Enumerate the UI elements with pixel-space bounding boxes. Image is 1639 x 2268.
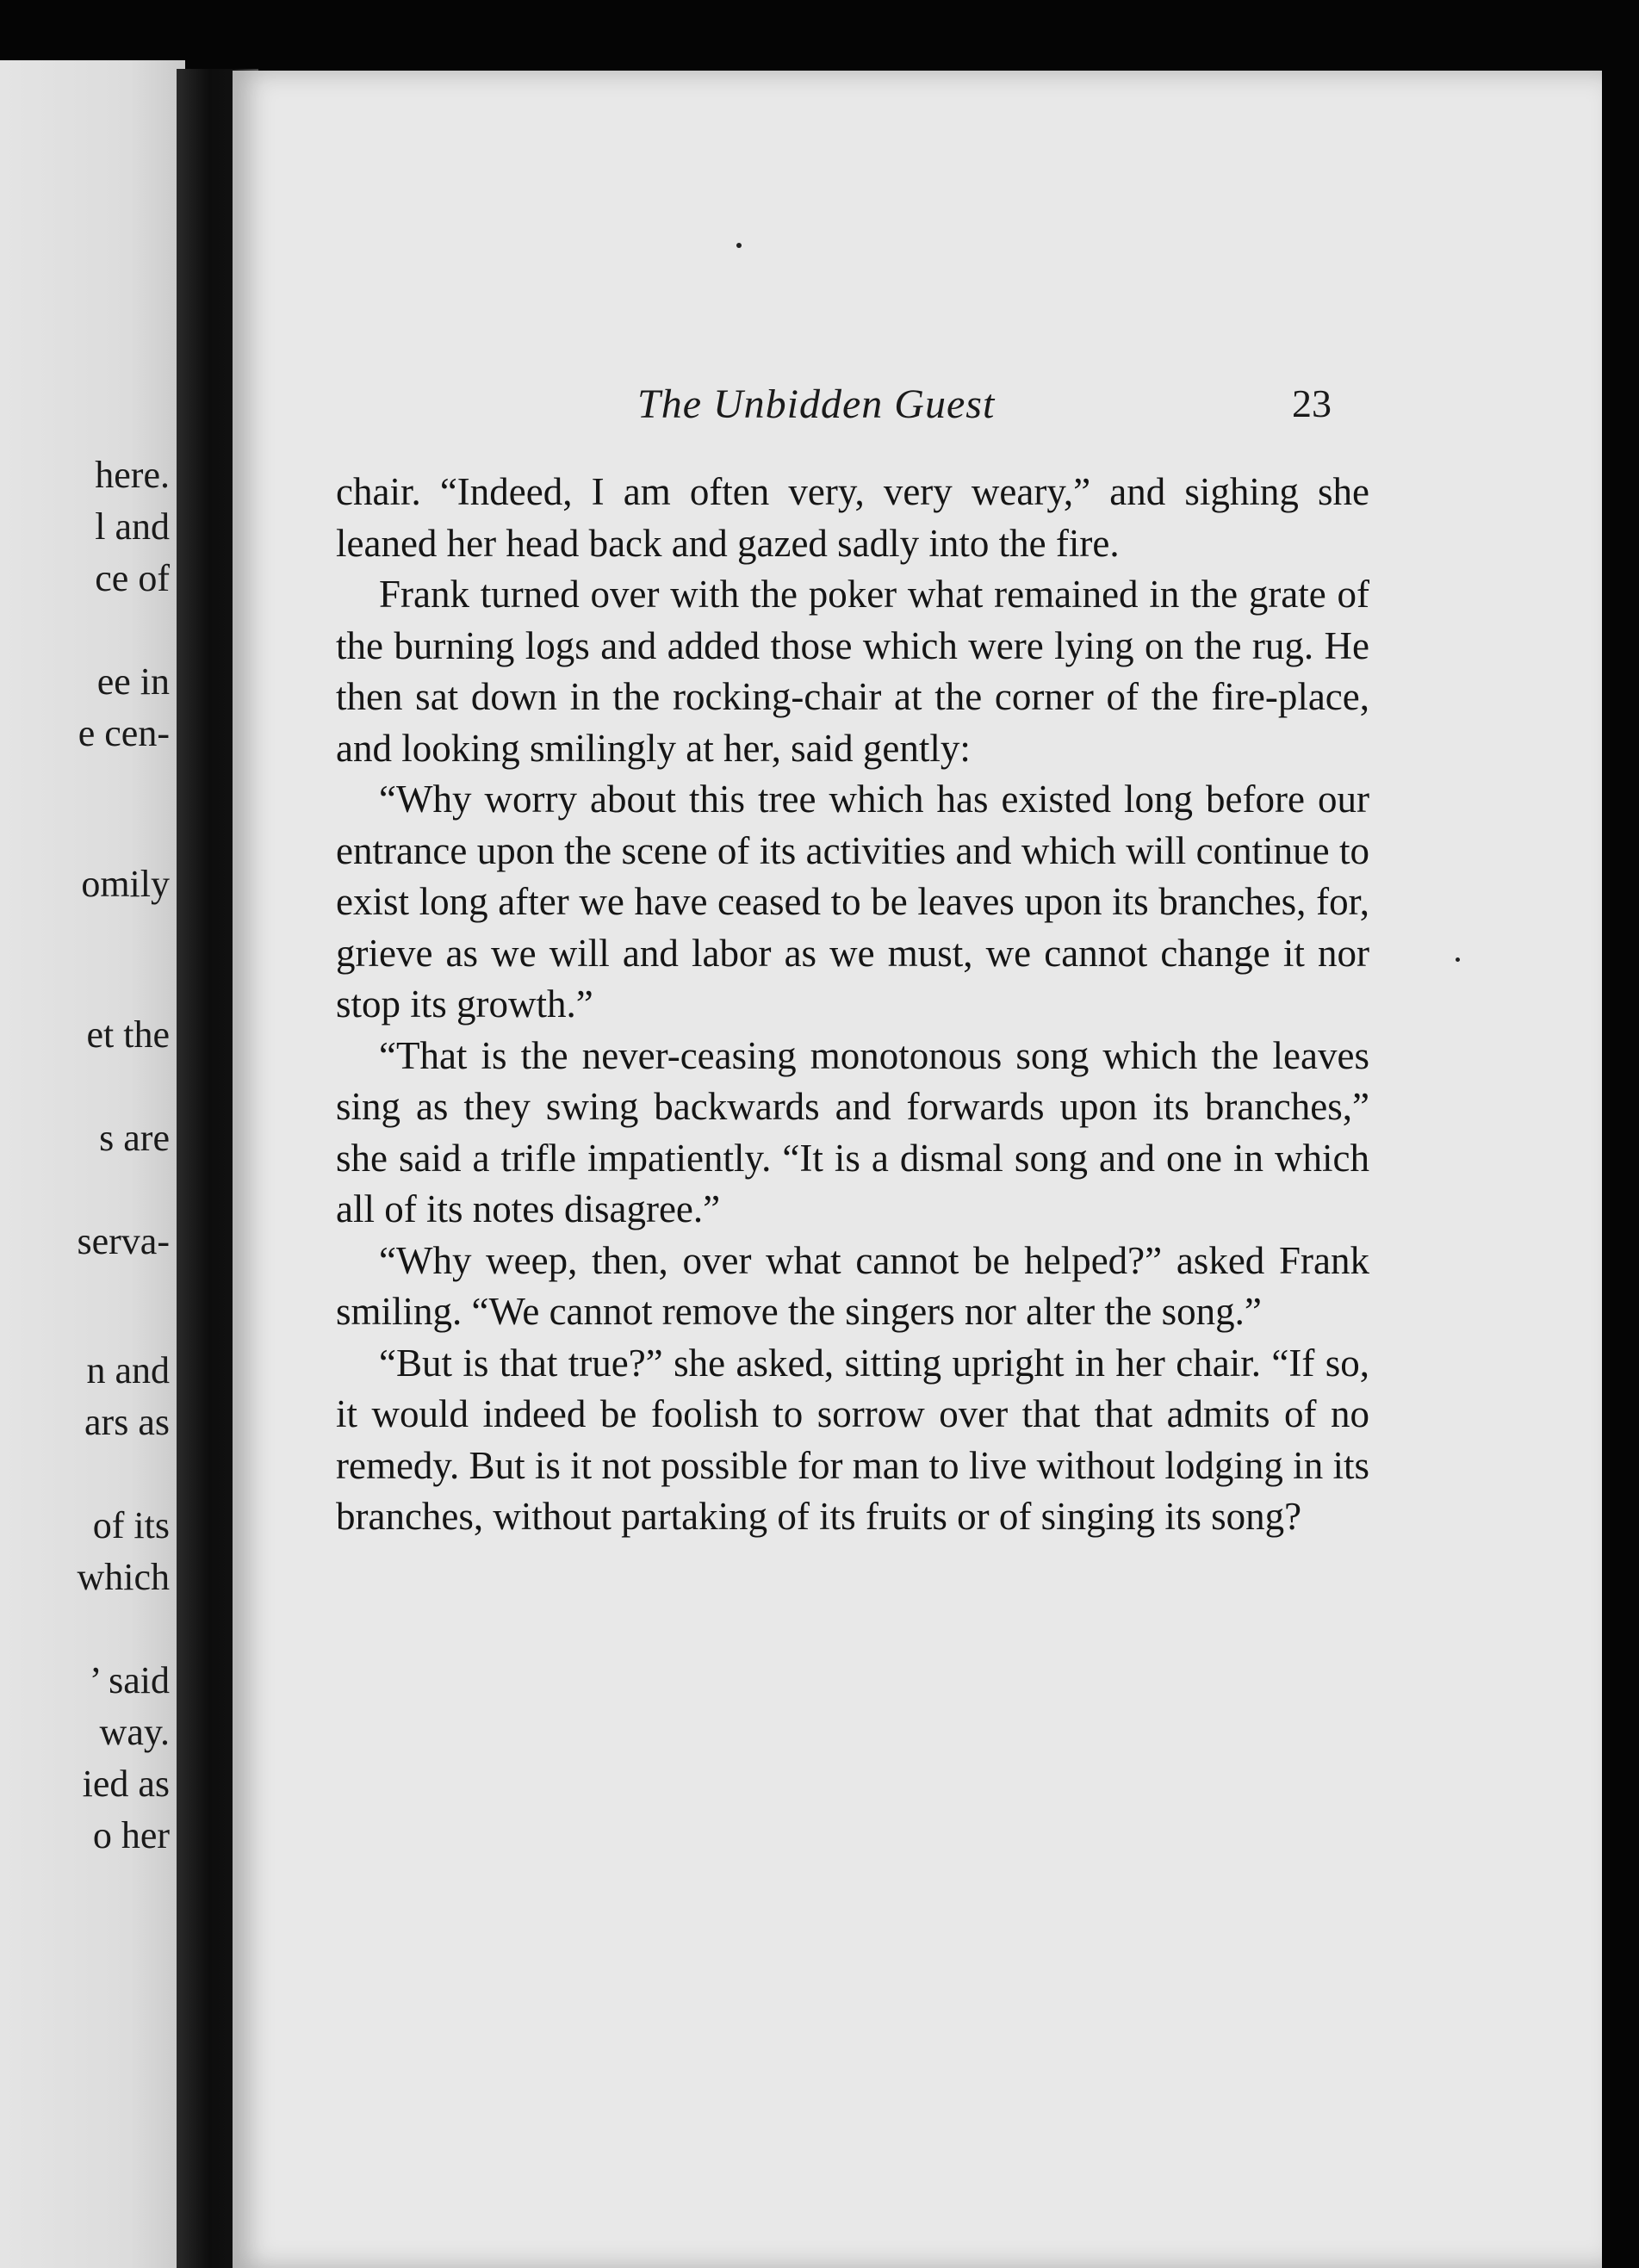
left-page-line: which [77,1556,170,1598]
ink-speck [1456,957,1460,962]
paragraph: “That is the never-ceasing monotonous song which the leaves sing as they swing backwards and forwards upon its branches,” she said a trifle impatiently. “It is a dismal song and one in which all of its notes disagree.” [336,1033,1369,1230]
paragraph: “Why worry about this tree which has existed long before our entrance upon the scene of its activities and which will continue to exist long after we have ceased to be leaves upon its branches, for, grieve as we will and labor as we must, we cannot change it nor stop its growth.” [336,778,1369,1026]
running-title: The Unbidden Guest [637,381,996,427]
left-page-line: et the [86,1013,170,1056]
left-page-line: of its [92,1504,170,1546]
left-page-line: way. [99,1711,170,1753]
left-page-line: s are [99,1117,170,1159]
page-number: 23 [1292,381,1332,425]
ink-speck [736,243,742,248]
left-page-line: here. [95,454,170,496]
left-page-line: n and [86,1349,170,1391]
paragraph: “Why weep, then, over what cannot be helped?” asked Frank smiling. “We cannot remove the singers nor alter the song.” [336,1238,1369,1333]
left-page-line: l and [95,505,170,548]
left-page-line: ars as [84,1401,170,1443]
left-page-line: serva- [77,1220,170,1262]
page-body [336,467,1369,1543]
paragraph: “But is that true?” she asked, sitting upright in her chair. “If so, it would indeed be foolish to sorrow over that that admits of no remedy. But is it not possible for man to live without lodging in its branches, without partaking of its fruits or of singing its song? [336,1341,1369,1538]
left-page-line: ied as [82,1763,170,1805]
paragraph: chair. “Indeed, I am often very, very weary,” and sighing she leaned her head back and gazed sadly into the fire. [336,470,1369,565]
left-page-line: ’ said [89,1659,170,1701]
paragraph: Frank turned over with the poker what remained in the grate of the burning logs and added those which were lying on the rug. He then sat down in the rocking-chair at the corner of the fire-place, and looking smilingly at her, said gently: [336,573,1369,770]
left-page-line: e cen- [78,712,170,754]
left-page-line: o her [92,1814,170,1856]
previous-page [0,60,185,2268]
left-page-line: omily [81,863,170,905]
book-page [233,71,1602,2268]
left-page-line: ee in [96,660,170,703]
left-page-line: ce of [95,557,170,599]
page-header [233,381,1602,432]
